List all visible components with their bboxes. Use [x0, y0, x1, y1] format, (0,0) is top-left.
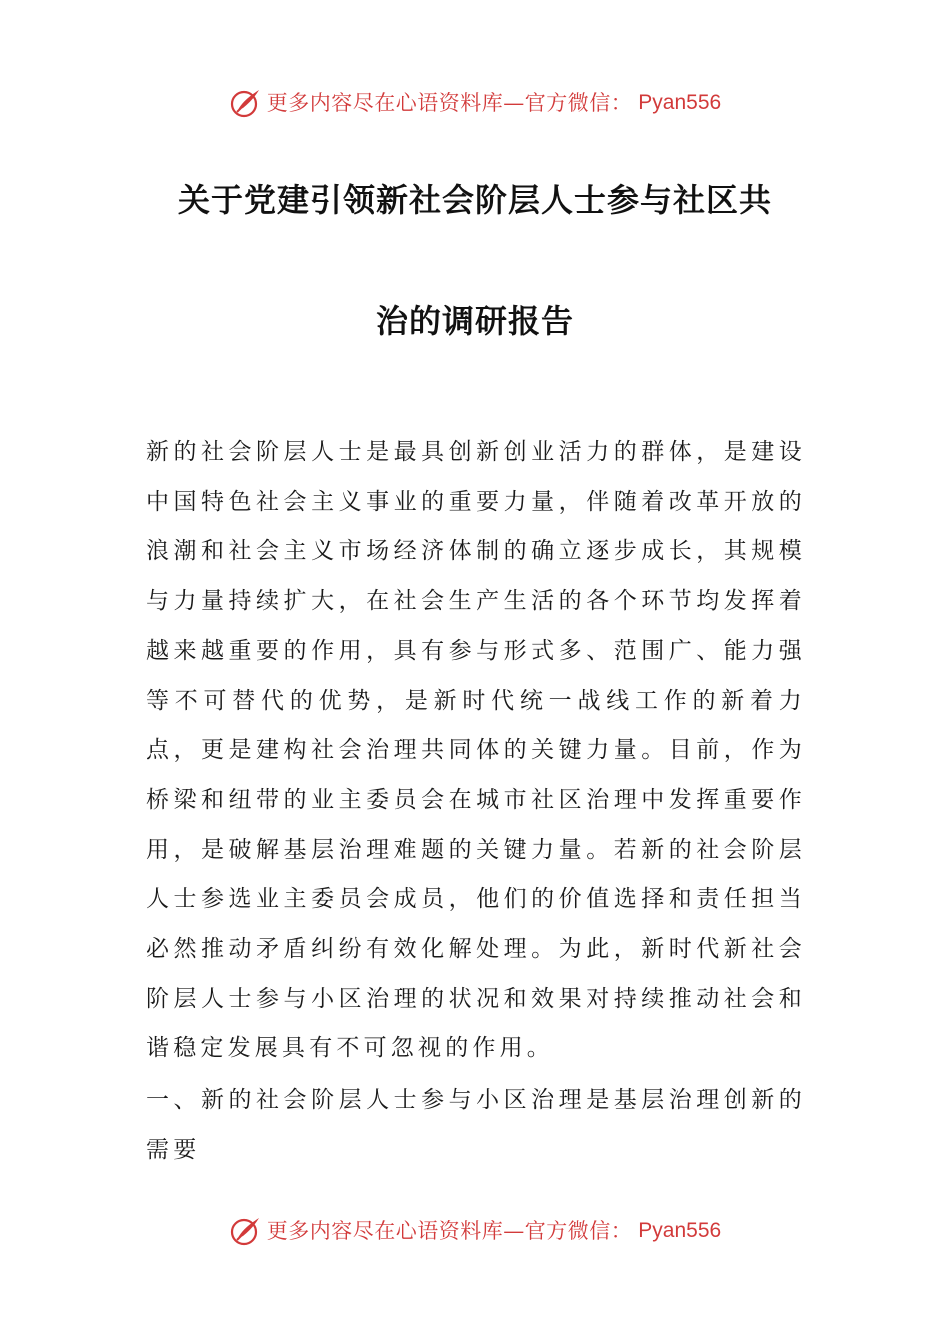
quill-pen-logo-icon [229, 1214, 263, 1248]
document-body [146, 428, 806, 1176]
section-heading-1: 一、新的社会阶层人士参与小区治理是基层治理创新的需要 [146, 1087, 806, 1163]
watermark-wechat-id: Pyan556 [638, 91, 722, 114]
watermark-text: 更多内容尽在心语资料库—官方微信： [266, 91, 633, 115]
watermark-text: 更多内容尽在心语资料库—官方微信： [266, 1219, 633, 1243]
watermark-footer [0, 1214, 950, 1248]
paragraph-intro: 新的社会阶层人士是最具创新创业活力的群体，是建设中国特色社会主义事业的重要力量，伴随着改革开放的浪潮和社会主义市场经济体制的确立逐步成长，其规模与力量持续扩大，在社会生产生活的各个环节均发挥着越来越重要的作用，具有参与形式多、范围广、能力强等不可替代的优势，是新时代统一战线工作的新着力点，更是建构社会治理共同体的关键力量。目前，作为桥梁和纽带的业主委员会在城市社区治理中发挥重要作用，是破解基层治理难题的关键力量。若新的社会阶层人士参选业主委员会成员，他们的价值选择和责任担当必然推动矛盾纠纷有效化解处理。为此，新时代新社会阶层人士参与小区治理的状况和效果对持续推动社会和谐稳定发展具有不可忽视的作用。 [146, 439, 806, 1062]
quill-pen-logo-icon [229, 86, 263, 120]
document-title-line-2: 治的调研报告 [375, 302, 574, 340]
watermark-wechat-id: Pyan556 [638, 1219, 722, 1242]
watermark-header [0, 86, 950, 120]
document-title-line-1: 关于党建引领新社会阶层人士参与社区共 [177, 181, 772, 219]
